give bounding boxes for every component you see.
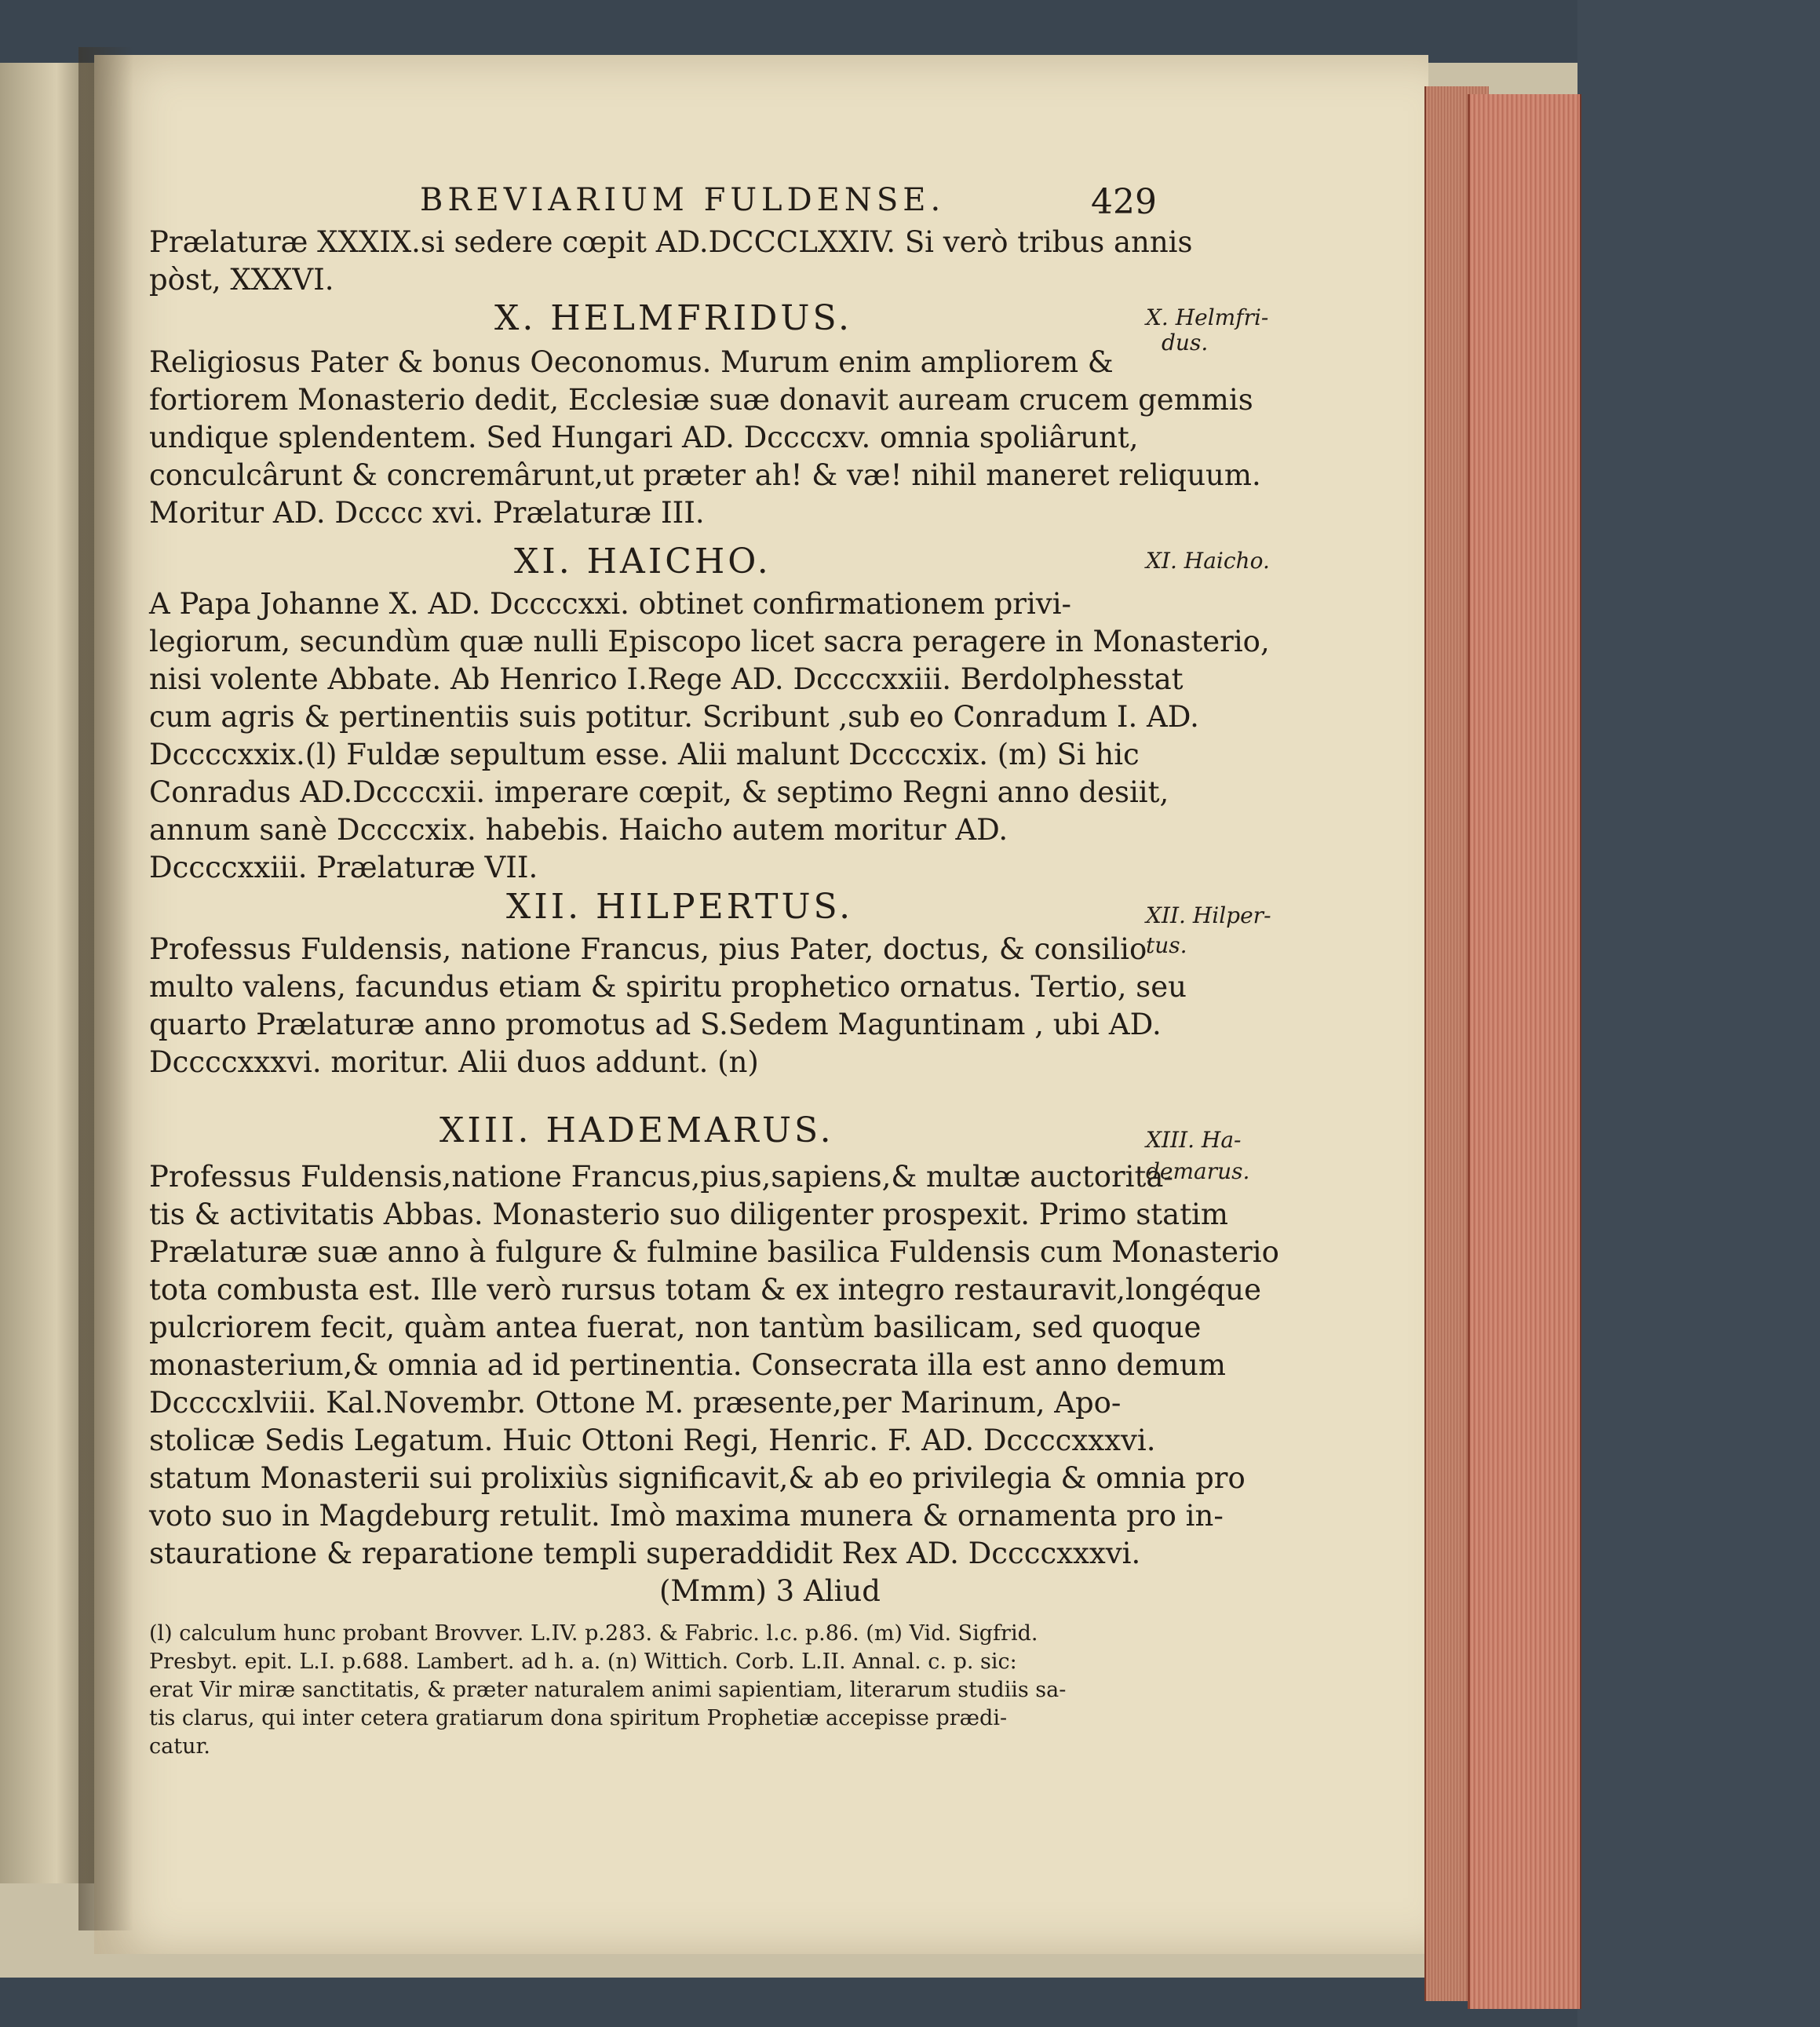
- footnote-line: erat Vir miræ sanctitatis, & præter naturalem animi sapientiam, literarum studiis sa-: [149, 1678, 1067, 1702]
- body-line: monasterium,& omnia ad id pertinentia. Consecrata illa est anno demum: [149, 1348, 1226, 1382]
- body-line: Dccccxxix.(l) Fuldæ sepultum esse. Alii malunt Dccccxix. (m) Si hic: [149, 738, 1140, 771]
- footnote-line: catur.: [149, 1734, 210, 1759]
- background-top: [0, 0, 1577, 63]
- body-line: undique splendentem. Sed Hungari AD. Dccccxv. omnia spoliârunt,: [149, 421, 1139, 454]
- body-line: cum agris & pertinentiis suis potitur. Scribunt ,sub eo Conradum I. AD.: [149, 700, 1199, 734]
- body-line: pòst, XXXVI.: [149, 263, 334, 297]
- body-line: conculcârunt & concremârunt,ut præter ah! & væ! nihil maneret reliquum.: [149, 458, 1261, 492]
- margin-note: XII. Hilper-: [1146, 902, 1271, 928]
- running-header: BREVIARIUM FULDENSE.: [420, 182, 946, 218]
- margin-note: dus.: [1162, 330, 1209, 355]
- body-line: pulcriorem fecit, quàm antea fuerat, non tantùm basilicam, sed quoque: [149, 1311, 1202, 1344]
- background-right: [1577, 0, 1820, 2027]
- body-line: tis & activitatis Abbas. Monasterio suo diligenter prospexit. Primo statim: [149, 1198, 1228, 1231]
- body-line: Dccccxlviii. Kal.Novembr. Ottone M. præsente,per Marinum, Apo-: [149, 1386, 1122, 1420]
- body-line: Dccccxxiii. Prælaturæ VII.: [149, 851, 538, 884]
- page-number: 429: [1091, 182, 1157, 222]
- body-line: nisi volente Abbate. Ab Henrico I.Rege AD. Dccccxxiii. Berdolphesstat: [149, 662, 1184, 696]
- body-line: Prælaturæ XXXIX.si sedere cœpit AD.DCCCLXXIV. Si verò tribus annis: [149, 225, 1193, 259]
- body-line: Dccccxxxvi. moritur. Alii duos addunt. (n): [149, 1045, 759, 1079]
- margin-note: demarus.: [1146, 1158, 1250, 1184]
- section-heading: X. HELMFRIDUS.: [494, 298, 853, 338]
- body-line: multo valens, facundus etiam & spiritu prophetico ornatus. Tertio, seu: [149, 970, 1187, 1004]
- body-line: fortiorem Monasterio dedit, Ecclesiæ suæ donavit auream crucem gemmis: [149, 383, 1253, 417]
- body-line: Moritur AD. Dcccc xvi. Prælaturæ III.: [149, 496, 705, 530]
- body-line: Religiosus Pater & bonus Oeconomus. Murum enim ampliorem &: [149, 345, 1114, 379]
- body-line: statum Monasterii sui prolixiùs significavit,& ab eo privilegia & omnia pro: [149, 1461, 1246, 1495]
- book-gutter: [78, 47, 133, 1930]
- body-line: annum sanè Dccccxix. habebis. Haicho autem moritur AD.: [149, 813, 1008, 847]
- margin-note: XI. Haicho.: [1146, 548, 1270, 574]
- body-line: tota combusta est. Ille verò rursus totam & ex integro restauravit,longéque: [149, 1273, 1261, 1307]
- body-line: stolicæ Sedis Legatum. Huic Ottoni Regi, Henric. F. AD. Dccccxxxvi.: [149, 1424, 1156, 1457]
- margin-note: tus.: [1146, 932, 1187, 958]
- footnote-line: tis clarus, qui inter cetera gratiarum dona spiritum Prophetiæ accepisse prædi-: [149, 1706, 1008, 1730]
- body-line: Professus Fuldensis, natione Francus, pius Pater, doctus, & consilio: [149, 932, 1147, 966]
- body-line: Prælaturæ suæ anno à fulgure & fulmine basilica Fuldensis cum Monasterio: [149, 1235, 1279, 1269]
- background-bottom: [0, 1978, 1577, 2027]
- body-line: stauratione & reparatione templi superaddidit Rex AD. Dccccxxxvi.: [149, 1537, 1141, 1570]
- section-heading: XI. HAICHO.: [514, 541, 771, 581]
- footnote-line: (l) calculum hunc probant Brovver. L.IV. p.283. & Fabric. l.c. p.86. (m) Vid. Sigfrid.: [149, 1621, 1038, 1646]
- section-heading: XII. HILPERTUS.: [506, 887, 854, 927]
- footnote-line: Presbyt. epit. L.I. p.688. Lambert. ad h. a. (n) Wittich. Corb. L.II. Annal. c. p. sic:: [149, 1650, 1017, 1674]
- catchword-line: (Mmm) 3 Aliud: [659, 1574, 881, 1608]
- margin-note: X. Helmfri-: [1146, 304, 1269, 330]
- body-line: legiorum, secundùm quæ nulli Episcopo licet sacra peragere in Monasterio,: [149, 625, 1270, 658]
- body-line: Professus Fuldensis,natione Francus,pius,sapiens,& multæ auctorita-: [149, 1160, 1173, 1194]
- section-heading: XIII. HADEMARUS.: [439, 1110, 834, 1150]
- red-page-edges: [1468, 94, 1581, 2009]
- body-line: quarto Prælaturæ anno promotus ad S.Sedem Maguntinam , ubi AD.: [149, 1008, 1162, 1041]
- body-line: voto suo in Magdeburg retulit. Imò maxima munera & ornamenta pro in-: [149, 1499, 1224, 1533]
- body-line: A Papa Johanne X. AD. Dccccxxi. obtinet confirmationem privi-: [149, 587, 1072, 621]
- margin-note: XIII. Ha-: [1146, 1127, 1242, 1153]
- body-line: Conradus AD.Dccccxii. imperare cœpit, & septimo Regni anno desiit,: [149, 775, 1169, 809]
